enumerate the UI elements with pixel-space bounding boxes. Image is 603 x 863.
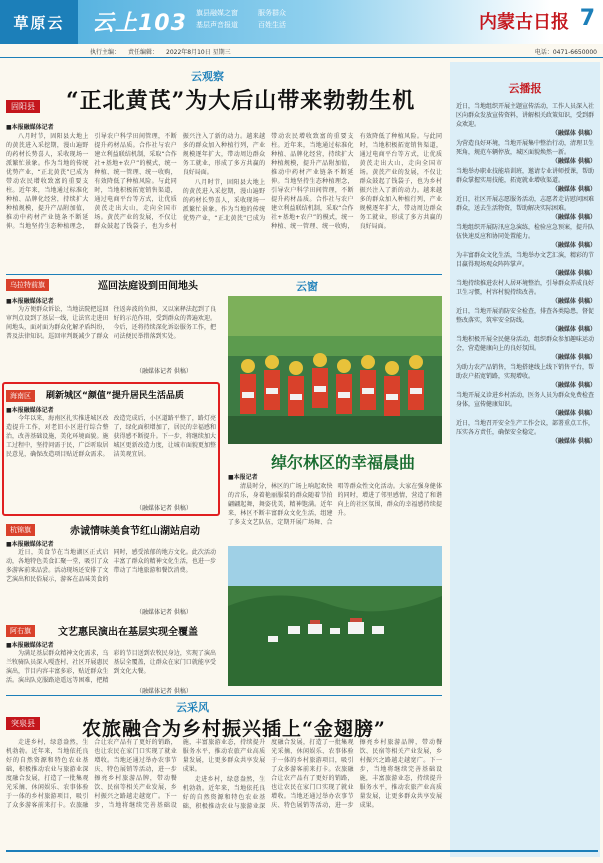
brief-title: 赤诚情味美食节红山湖站启动 xyxy=(70,526,200,537)
brief-body: 为方便群众诉讼，当地法院把巡回审判点设到了基层一线，让法官走进田间地头，面对面为群众化解矛盾纠纷，普及法律知识。巡回审判既减少了群众往返奔波的负担，又以案释法起到了良好的示范作用，受到群众的普遍欢迎。今后，还将持续深化诉讼服务工作，把司法便民举措落到实处。 xyxy=(6,306,216,340)
page-number: 7 xyxy=(579,6,595,31)
main-column xyxy=(6,62,446,857)
column-title: 云上103 xyxy=(92,11,187,36)
feature-title: 绰尔林区的幸福晨曲 xyxy=(271,453,416,472)
brief-credit: （融媒体记者 供稿） xyxy=(136,688,192,695)
feature-body: 清晨时分，林区的广场上响起欢快的音乐，身着艳丽服装的群众随着节拍翩翩起舞，舞姿优美，精神饱满。近年来，林区不断丰富群众文化生活，组建了多支文艺队伍，定期开展广场舞、合唱等群众性文化活动。大家在强身健体的同时，增进了邻里感情，营造了和谐向上的社区氛围，群众的幸福感持续提升。 xyxy=(228,483,442,526)
side-item: 为助力农产品销售，当地搭建线上线下销售平台，帮助农户拓宽销路，实现增收。 （融媒体 供稿） xyxy=(456,364,596,389)
location-tag: 海南区 xyxy=(6,390,35,402)
brief-byline: ■本报融媒体记者 xyxy=(6,541,54,548)
brief-body: 今年以来，海南区扎实推进城区改造提升工作，对老旧小区进行综合整治，改善基础设施，美化环境面貌。施工过程中，坚持问需于民，广泛听取居民意见，确保改造项目贴近群众需求。改造完成后，小区道路平整了，路灯亮了，绿化面积增加了，居民的幸福感和获得感不断提升。下一步，将继续加大城区更新改造力度，让城市面貌更加整洁美观宜居。 xyxy=(6,415,216,458)
brief-credit: （融媒体记者 供稿） xyxy=(136,368,192,375)
side-item: 当地开展义诊进乡村活动，医务人员为群众免费检查身体，宣传健康知识。 （融媒体 供稿） xyxy=(456,392,596,417)
lead-byline: ■本报融媒体记者 xyxy=(6,124,54,131)
contact-info: 电话：0471-6650000 xyxy=(534,49,597,56)
column-subtitle: 基层声音报道 xyxy=(196,21,238,29)
side-item: 当地组织开展防汛应急演练，检验应急预案，提升队伍快速反应和协同处置能力。 （融媒体 供稿） xyxy=(456,224,596,249)
section-name: 草原云 xyxy=(0,0,78,44)
side-column xyxy=(450,62,600,857)
side-item: 近日，当地开展消防安全检查，排查各类隐患，督促整改落实，筑牢安全防线。 （融媒体 供稿） xyxy=(456,308,596,333)
newspaper-logo: 内蒙古日报 xyxy=(479,12,569,33)
side-news-list xyxy=(456,102,596,847)
brief-credit: （融媒体记者 供稿） xyxy=(136,505,192,512)
side-heading: 云播报 xyxy=(508,82,542,95)
feature-byline: ■本报记者 xyxy=(228,474,258,481)
side-item: 当地积极开展全民健身活动，组织群众参加趣味运动会，营造健康向上的良好氛围。 （融媒体 供稿） xyxy=(456,336,596,361)
divider xyxy=(6,695,442,696)
issue-date: 2022年8月10日 星期三 xyxy=(166,49,231,56)
lead-body: 八月时节，固阳县大地上的黄芪进入采挖期，漫山遍野的药材长势喜人，采收现场一派繁忙景象。作为当地的传统优势产业，“正北黄芪”已成为带动农民增收致富的重要支柱。近年来，当地通过标准化种植、品牌化经营，持续扩大种植规模，提升产品附加值，推动中药材产业链条不断延伸。当地坚持生态种植理念，引导农户科学田间管理，不断提升药材品质。合作社与农户建立利益联结机制，采取“合作社+基地+农户”的模式，统一种植、统一管理、统一收购，有效降低了种植风险。与此同时，当地积极拓宽销售渠道，通过电商平台等方式，让优质黄芪走出大山，走向全国市场。黄芪产业的发展，不仅让群众鼓起了钱袋子，也为乡村振兴注入了新的动力。越来越多的群众加入种植行列，产业规模逐年扩大，带动周边群众务工就业，形成了多方共赢的良好局面。 八月时节，固阳县大地上的黄芪进入采挖期，漫山遍野的药材长势喜人，采收现场一派繁忙景象。作为当地的传统优势产业，“正北黄芪”已成为带动农民增收致富的重要支柱。近年来，当地通过标准化种植、品牌化经营，持续扩大种植规模，提升产品附加值，推动中药材产业链条不断延伸。当地坚持生态种植理念，引导农户科学田间管理，不断提升药材品质。合作社与农户建立利益联结机制，采取“合作社+基地+农户”的模式，统一种植、统一管理、统一收购，有效降低了种植风险。与此同时，当地积极拓宽销售渠道，通过电商平台等方式，让优质黄芪走出大山，走向全国市场。黄芪产业的发展，不仅让群众鼓起了钱袋子，也为乡村振兴注入了新的动力。越来越多的群众加入种植行列，产业规模逐年扩大，带动周边群众务工就业，形成了多方共赢的良好局面。 xyxy=(6,133,442,230)
side-item: 近日，当地召开安全生产工作会议，部署重点工作，压实各方责任，确保安全稳定。 （融媒体 供稿） xyxy=(456,420,596,445)
brief-byline: ■本报融媒体记者 xyxy=(6,642,54,649)
brief-body: 近日，美食节在当地湖区正式启动，各地特色美食汇聚一堂，吸引了众多游客前来品尝。活动现场还安排了文艺演出和民俗展示，游客在品味美食的同时，感受浓郁的地方文化。此次活动丰富了群众的精神文化生活，也进一步带动了当地旅游和餐饮消费。 xyxy=(6,549,216,583)
brief-title: 刷新城区“颜值”提升居民生活品质 xyxy=(46,391,184,401)
brief-credit: （融媒体记者 供稿） xyxy=(136,609,192,616)
brief-title: 文艺惠民演出在基层实现全覆盖 xyxy=(58,627,198,638)
location-tag: 突泉县 xyxy=(6,717,40,730)
side-item: 近日，社区开展志愿服务活动，志愿者走访慰问困难群众，送去生活物资，帮助解决实际困难。 （融媒体 供稿） xyxy=(456,196,596,221)
footer-rule xyxy=(6,850,598,852)
brief-body: 为满足基层群众精神文化需求，乌兰牧骑队员深入嘎查村、社区开展惠民演出，节目内容丰富多彩，贴近群众生活。演出队克服路途遥远等困难，把精彩的节目送到农牧民身边，实现了演出基层全覆盖，让群众在家门口就能享受到文化大餐。 xyxy=(6,650,216,684)
editor2-label: 责任编辑： xyxy=(128,49,159,56)
section-label: 云观察 xyxy=(191,70,224,83)
location-tag: 杭锦旗 xyxy=(6,524,35,536)
bottom-headline: 农旅融合为乡村振兴插上“金翅膀” xyxy=(82,718,386,740)
forest-photo xyxy=(228,546,442,686)
brief-title: 巡回法庭设到田间地头 xyxy=(98,281,198,292)
location-tag: 乌拉特前旗 xyxy=(6,279,49,291)
location-tag: 固阳县 xyxy=(6,100,40,113)
side-item: 为营造良好环境，当地开展集中整治行动，清理卫生死角，规范车辆停放，城区面貌焕然一新。 （融媒体 供稿） xyxy=(456,140,596,165)
lead-headline: “正北黄芪”为大后山带来勃勃生机 xyxy=(66,88,416,114)
masthead-band xyxy=(78,0,603,44)
brief-byline: ■本报融媒体记者 xyxy=(6,298,54,305)
bottom-body: 走进乡村，绿意盎然，生机勃勃。近年来，当地依托良好的自然资源和特色农业基础，积极推动农业与旅游业深度融合发展，打造了一批集观光采摘、休闲娱乐、农事体验于一体的乡村旅游项目，吸引了众多游客前来打卡。农旅融合让农产品有了更好的销路，也让农民在家门口实现了就业增收。当地还通过举办农事节庆、特色展销等活动，进一步擦亮乡村旅游品牌，带动餐饮、民宿等相关产业发展，乡村振兴之路越走越宽广。下一步，当地将继续完善基础设施，丰富旅游业态，持续提升服务水平，推动农旅产业高质量发展，让更多群众共享发展成果。 走进乡村，绿意盎然，生机勃勃。近年来，当地依托良好的自然资源和特色农业基础，积极推动农业与旅游业深度融合发展，打造了一批集观光采摘、休闲娱乐、农事体验于一体的乡村旅游项目，吸引了众多游客前来打卡。农旅融合让农产品有了更好的销路，也让农民在家门口实现了就业增收。当地还通过举办农事节庆、特色展销等活动，进一步擦亮乡村旅游品牌，带动餐饮、民宿等相关产业发展，乡村振兴之路越走越宽广。下一步，当地将继续完善基础设施，丰富旅游业态，持续提升服务水平，推动农旅产业高质量发展，让更多群众共享发展成果。 xyxy=(6,739,442,810)
column-subtitle: 服务群众 xyxy=(258,9,286,17)
dance-photo xyxy=(228,296,442,444)
column-subtitle: 百姓生活 xyxy=(258,21,286,29)
editor-label: 执行主编： xyxy=(90,49,121,56)
divider xyxy=(6,274,442,275)
column-subtitle: 旗县融媒之窗 xyxy=(196,9,238,17)
location-tag: 阿右旗 xyxy=(6,625,35,637)
side-item: 当地持续推进农村人居环境整治，引导群众养成良好卫生习惯，村容村貌持续改善。 （融媒体 供稿） xyxy=(456,280,596,305)
side-item: 为丰富群众文化生活，当地举办文艺汇演，精彩的节目赢得现场观众阵阵掌声。 （融媒体 供稿） xyxy=(456,252,596,277)
side-item: 近日，当地组织开展主题宣传活动，工作人员深入社区向群众发放宣传资料，讲解相关政策知识，受到群众欢迎。 （融媒体 供稿） xyxy=(456,103,596,137)
section-label: 云窗 xyxy=(296,280,318,293)
masthead xyxy=(0,0,603,44)
section-label: 云采风 xyxy=(176,701,209,714)
info-bar xyxy=(0,46,603,58)
brief-byline: ■本报融媒体记者 xyxy=(6,407,54,414)
side-item: 当地举办职业技能培训班，邀请专业讲师授课，帮助群众掌握实用技能，拓宽就业增收渠道。 （融媒体 供稿） xyxy=(456,168,596,193)
